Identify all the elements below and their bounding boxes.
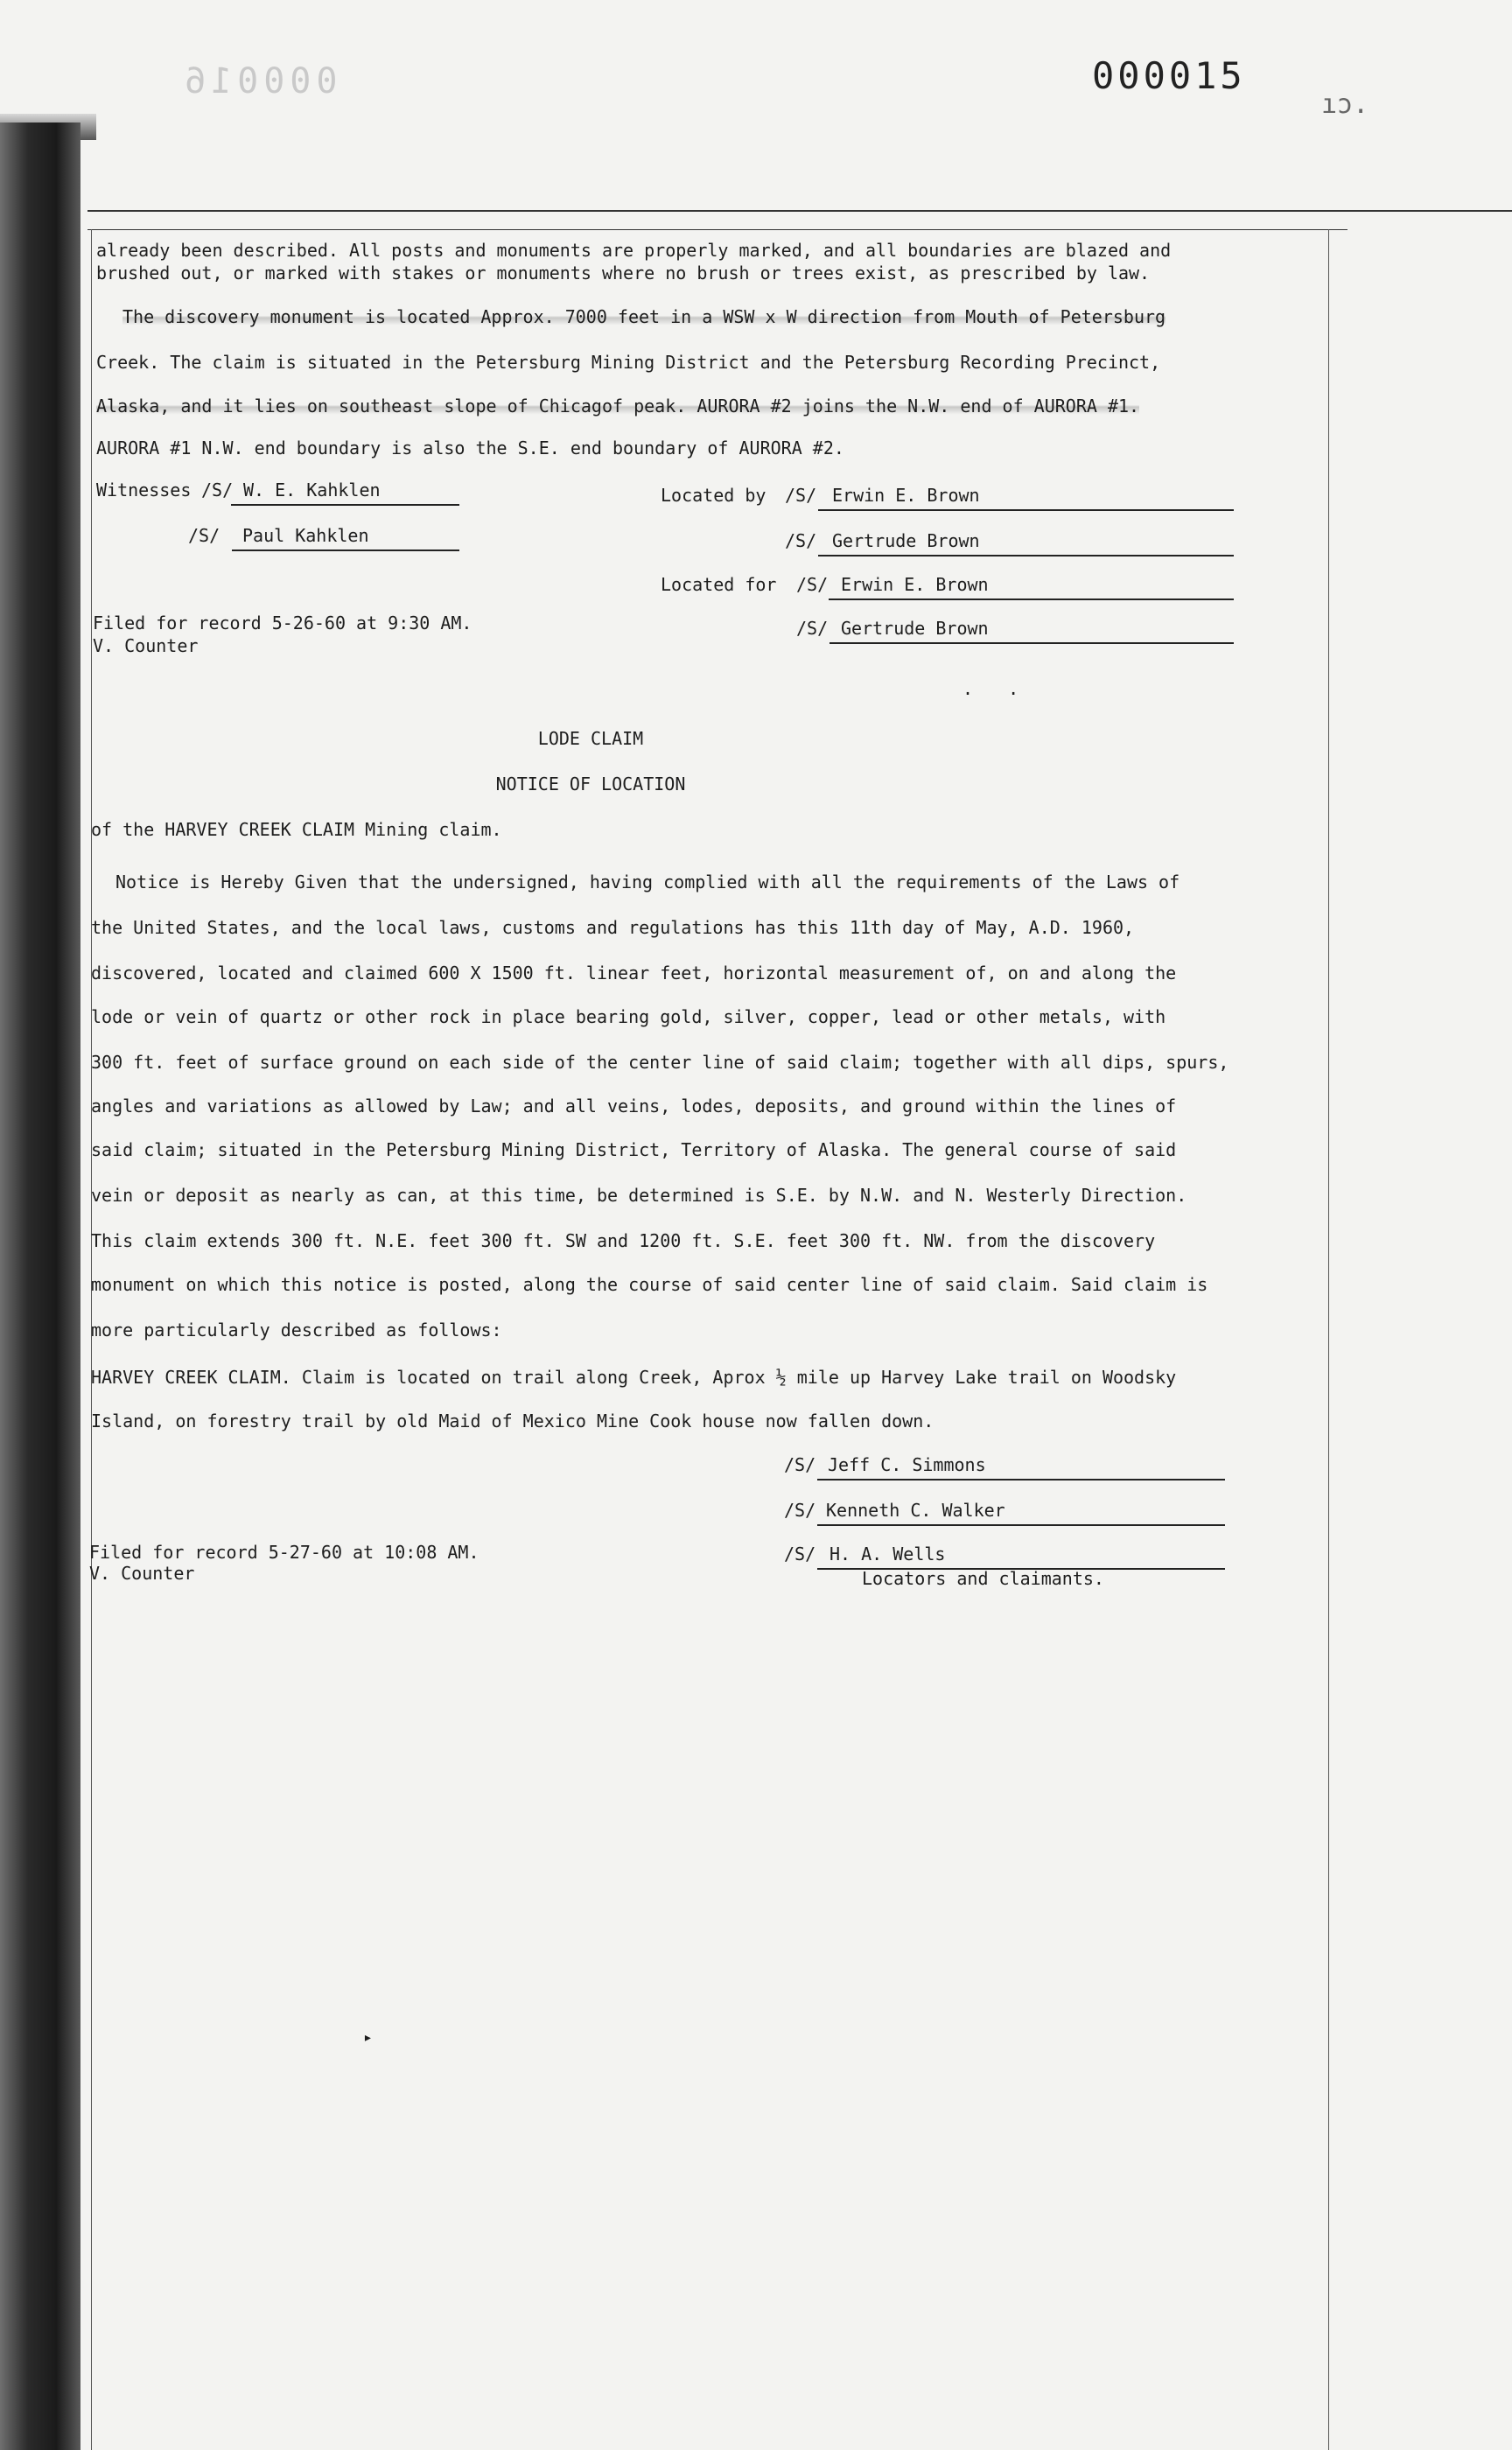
stray-marks: . . [962,678,1032,699]
located-for-2-name: Gertrude Brown [841,618,989,639]
harvey-filed-line: Filed for record 5-27-60 at 10:08 AM. [89,1542,480,1563]
aurora-counter: V. Counter [93,635,199,656]
harvey-counter: V. Counter [89,1563,195,1584]
located-for-label: Located for [661,574,777,595]
located-for-2-signature [796,618,1234,639]
signature-line [830,642,1234,644]
discovery-line-2: Creek. The claim is situated in the Petersburg Mining District and the Petersburg Recording Precinct, [96,352,1161,373]
signer-2-name: Kenneth C. Walker [826,1500,1005,1521]
located-by-1-signature [661,485,1234,506]
sig-prefix: /S/ [785,530,817,551]
signers-caption: Locators and claimants. [862,1568,1104,1589]
notice-line-3: discovered, located and claimed 600 X 1500 ft. linear feet, horizontal measurement of, on and along the [91,962,1177,984]
continuation-line-2: brushed out, or marked with stakes or monuments where no brush or trees exist, as prescribed by law. [96,262,1151,284]
stray-mark: ▸ [363,2028,373,2047]
signer-1-signature [784,1454,1225,1475]
located-by-2-name: Gertrude Brown [832,530,980,551]
claim-name-line: of the HARVEY CREEK CLAIM Mining claim. [91,819,502,840]
bleed-through-page-number: 000016 [179,61,338,102]
aurora-filed-line: Filed for record 5-26-60 at 9:30 AM. [93,612,472,634]
notice-line-2: the United States, and the local laws, customs and regulations has this 11th day of May, A.D. 1960, [91,917,1135,938]
signature-line [818,509,1234,511]
notice-line-6: angles and variations as allowed by Law; and all veins, lodes, deposits, and ground within the lines of [91,1096,1177,1116]
sig-prefix: /S/ [188,525,220,546]
sig-prefix: /S/ [784,1454,816,1475]
notice-line-9: This claim extends 300 ft. N.E. feet 300 ft. SW and 1200 ft. S.E. feet 300 ft. NW. from the discovery [91,1230,1156,1251]
signature-line [231,504,459,506]
heading-lode-claim: LODE CLAIM [537,728,644,749]
page-number: 000015 [1092,54,1246,97]
located-by-1-name: Erwin E. Brown [832,485,980,506]
signature-line [232,550,459,551]
notice-line-11: more particularly described as follows: [91,1320,502,1340]
notice-line-1: Notice is Hereby Given that the undersigned, having complied with all the requirements of the Laws of [116,872,1180,892]
witness-2-name: Paul Kahklen [242,525,369,546]
sig-prefix: /S/ [784,1500,816,1521]
signature-line [817,1524,1225,1526]
discovery-line-3: Alaska, and it lies on southeast slope of Chicagof peak. AURORA #2 joins the N.W. end of AURORA #1. [96,396,1140,416]
continuation-line-1: already been described. All posts and monuments are properly marked, and all boundaries are blazed and [96,240,1172,261]
sig-prefix: /S/ [785,485,817,506]
signer-2-signature [784,1500,1225,1521]
discovery-line-1: The discovery monument is located Approx. 7000 feet in a WSW x W direction from Mouth of Petersburg [122,306,1166,327]
located-for-1-signature [661,574,1234,595]
witness-2-signature [188,525,459,546]
notice-line-8: vein or deposit as nearly as can, at this time, be determined is S.E. by N.W. and N. Westerly Direction. [91,1185,1187,1206]
discovery-line-4: AURORA #1 N.W. end boundary is also the S.E. end boundary of AURORA #2. [96,438,844,458]
description-line-2: Island, on forestry trail by old Maid of Mexico Mine Cook house now fallen down. [91,1410,934,1432]
notice-line-7: said claim; situated in the Petersburg Mining District, Territory of Alaska. The general course of said [91,1139,1177,1160]
notice-line-10: monument on which this notice is posted, along the course of said center line of said claim. Said claim is [91,1274,1208,1295]
signer-3-name: H. A. Wells [830,1544,946,1564]
witness-1-name: W. E. Kahklen [243,480,381,500]
witness-1-signature [96,480,459,500]
signature-line [829,598,1234,600]
sig-prefix: /S/ [796,618,829,639]
edge-mark: ıɔ. [1321,89,1369,120]
description-line-1: HARVEY CREEK CLAIM. Claim is located on trail along Creek, Aprox ½ mile up Harvey Lake trail on Woodsky [91,1367,1177,1388]
notice-line-5: 300 ft. feet of surface ground on each side of the center line of said claim; together with all dips, spurs, [91,1052,1229,1073]
signer-3-signature [784,1544,1225,1564]
sig-prefix: /S/ [796,574,829,595]
located-by-label: Located by [661,485,766,506]
signer-1-name: Jeff C. Simmons [828,1454,986,1475]
located-for-1-name: Erwin E. Brown [841,574,989,595]
signature-line [817,1479,1225,1480]
sig-prefix: /S/ [784,1544,816,1564]
sig-prefix: /S/ [201,480,234,500]
signature-line [818,555,1234,556]
witnesses-label: Witnesses [96,480,192,500]
notice-line-4: lode or vein of quartz or other rock in place bearing gold, silver, copper, lead or other metals, with [91,1006,1166,1027]
heading-notice-of-location: NOTICE OF LOCATION [495,774,686,794]
located-by-2-signature [785,530,1234,551]
